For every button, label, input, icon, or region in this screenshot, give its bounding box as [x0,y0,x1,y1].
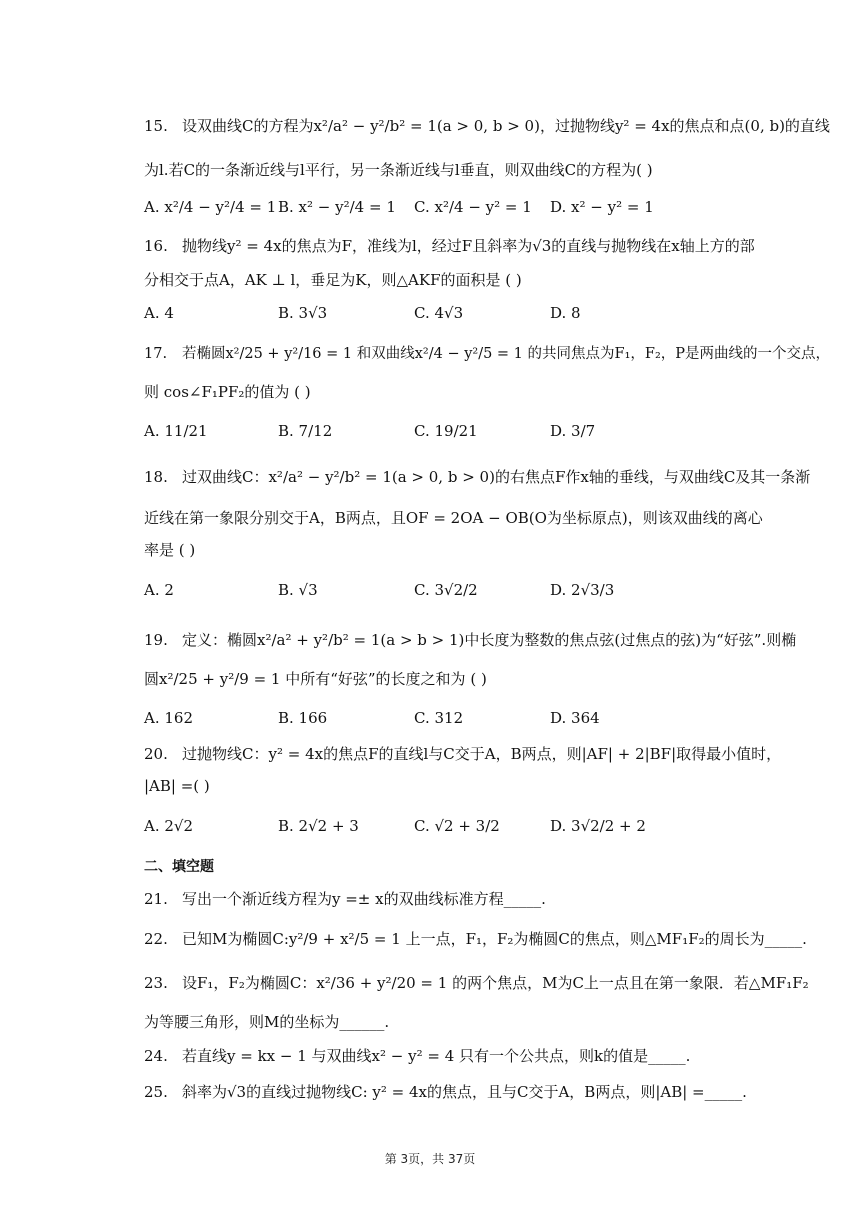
question-text: 过双曲线C：x²/a² − y²/b² = 1(a > 0, b > 0)的右焦点F作x轴的垂线，与双曲线C及其一条渐 [182,468,811,486]
question-19-line-1 [144,630,796,650]
question-23-line-2 [144,1012,389,1032]
question-25 [144,1082,747,1102]
question-23-line-1 [144,973,809,993]
question-text: 为l.若C的一条渐近线与l平行，另一条渐近线与l垂直，则双曲线C的方程为( ) [144,161,653,179]
option-a: A. x²/4 − y²/4 = 1 [144,198,277,216]
question-text: 为等腰三角形，则M的坐标为______. [144,1013,390,1031]
question-number: 25. [144,1083,168,1101]
question-text: 过抛物线C：y² = 4x的焦点F的直线l与C交于A，B两点，则|AF| + 2|BF|取得最小值时， [182,745,782,763]
question-17-line-2 [144,382,311,402]
question-number: 17. [144,346,168,362]
question-15-line-1 [144,116,830,136]
option-b: B. 7/12 [278,422,333,440]
question-text: 则 cos∠F₁PF₂的值为 ( ) [144,383,311,401]
question-text: 若椭圆x²/25 + y²/16 = 1 和双曲线x²/4 − y²/5 = 1 的共同焦点为F₁，F₂，P是两曲线的一个交点， [182,346,831,362]
question-text: 分相交于点A，AK ⊥ l，垂足为K，则△AKF的面积是 ( ) [144,271,522,289]
option-a: A. 2 [144,581,174,599]
question-21 [144,889,546,909]
question-15-line-2 [144,160,653,180]
option-b: B. √3 [278,581,318,599]
option-c: C. x²/4 − y² = 1 [414,198,532,216]
question-text: 率是 ( ) [144,541,196,559]
question-text: 近线在第一象限分别交于A，B两点，且OF = 2OA − OB(O为坐标原点)，则该双曲线的离心 [144,509,763,527]
question-24 [144,1046,690,1066]
question-number: 16. [144,237,168,255]
option-d: D. x² − y² = 1 [550,198,654,216]
option-c: C. 19/21 [414,422,478,440]
question-text: 设F₁，F₂为椭圆C：x²/36 + y²/20 = 1 的两个焦点，M为C上一点且在第一象限．若△MF₁F₂ [182,974,809,992]
question-text: 圆x²/25 + y²/9 = 1 中所有“好弦”的长度之和为 ( ) [144,670,487,688]
option-a: A. 2√2 [144,817,194,835]
question-text: |AB| =( ) [144,777,210,795]
question-number: 24. [144,1047,168,1065]
option-a: A. 162 [144,709,193,727]
option-c: C. 4√3 [414,304,464,322]
question-number: 23. [144,974,168,992]
question-19-line-2 [144,669,487,689]
question-17-line-1 [144,344,830,364]
question-18-line-3 [144,540,195,560]
question-text: 斜率为√3的直线过抛物线C: y² = 4x的焦点，且与C交于A，B两点，则|AB| =_____. [182,1083,747,1101]
option-d: D. 3√2/2 + 2 [550,817,646,835]
section-title: 二、填空题 [144,859,214,875]
question-16-line-2 [144,270,522,290]
option-c: C. 312 [414,709,464,727]
question-18-line-2 [144,508,763,528]
option-d: D. 2√3/3 [550,581,615,599]
option-b: B. x² − y²/4 = 1 [278,198,396,216]
question-text: 已知M为椭圆C:y²/9 + x²/5 = 1 上一点，F₁，F₂为椭圆C的焦点，则△MF₁F₂的周长为_____. [182,930,807,948]
option-c: C. √2 + 3/2 [414,817,500,835]
question-number: 19. [144,631,168,649]
option-c: C. 3√2/2 [414,581,478,599]
option-b: B. 166 [278,709,328,727]
question-number: 21. [144,890,168,908]
question-20-line-1 [144,744,781,764]
option-a: A. 11/21 [144,422,208,440]
question-18-line-1 [144,467,810,487]
option-d: D. 364 [550,709,600,727]
page-footer: 第 3页，共 37页 [384,1152,476,1166]
option-d: D. 3/7 [550,422,596,440]
question-text: 抛物线y² = 4x的焦点为F，准线为l，经过F且斜率为√3的直线与抛物线在x轴上方的部 [182,237,755,255]
question-22 [144,929,807,949]
option-b: B. 2√2 + 3 [278,817,359,835]
question-text: 写出一个渐近线方程为y =± x的双曲线标准方程_____. [182,890,546,908]
question-number: 15. [144,117,168,135]
question-number: 20. [144,745,168,763]
question-text: 若直线y = kx − 1 与双曲线x² − y² = 4 只有一个公共点，则k的值是_____. [182,1047,691,1065]
question-number: 22. [144,930,168,948]
option-b: B. 3√3 [278,304,328,322]
option-a: A. 4 [144,304,174,322]
question-number: 18. [144,468,168,486]
option-d: D. 8 [550,304,581,322]
question-text: 设双曲线C的方程为x²/a² − y²/b² = 1(a > 0, b > 0)，过抛物线y² = 4x的焦点和点(0, b)的直线 [182,117,830,135]
question-text: 定义：椭圆x²/a² + y²/b² = 1(a > b > 1)中长度为整数的焦点弦(过焦点的弦)为“好弦”.则椭 [182,631,797,649]
question-20-line-2 [144,776,210,796]
question-16-line-1 [144,236,755,256]
